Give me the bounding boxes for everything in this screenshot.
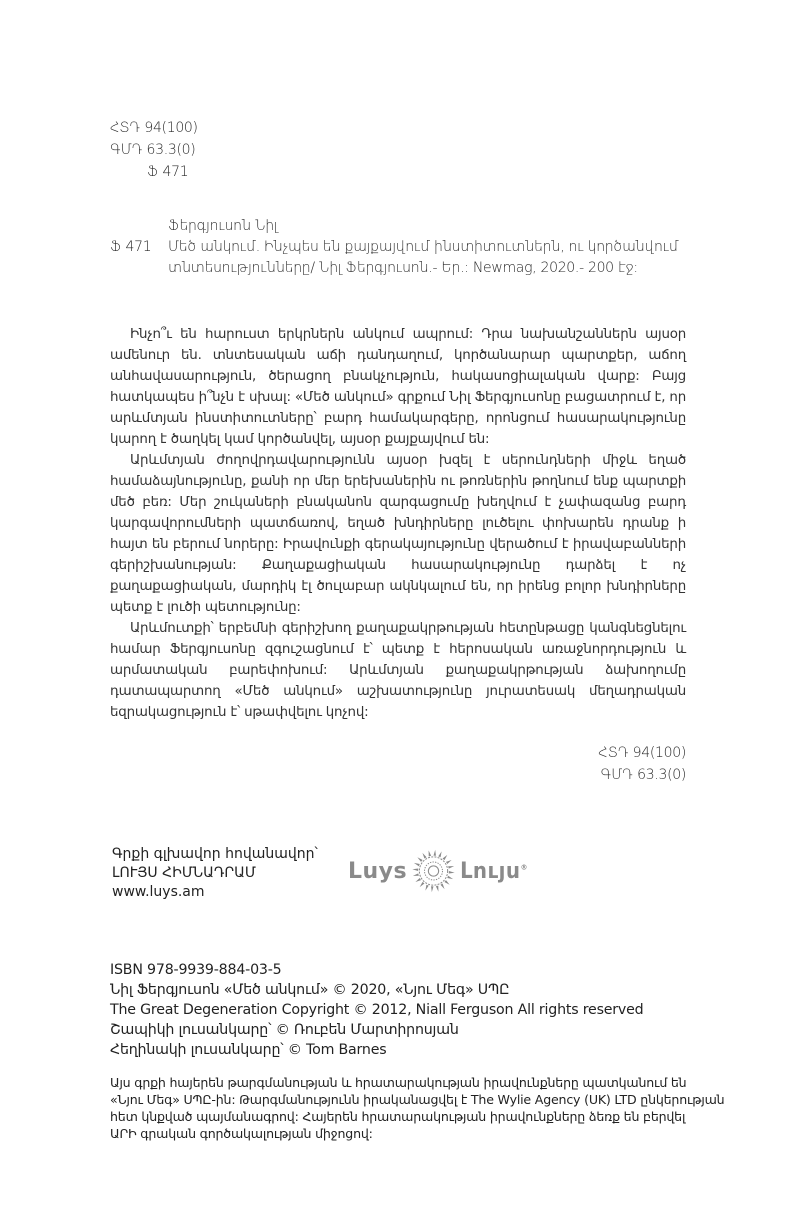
sun-ray	[447, 876, 453, 879]
logo-right-word: Լույս®	[460, 858, 528, 884]
cover-photo-credit: Շապիկի լուսանկարը՝ © Ռուբեն Մարտիրոսյան	[110, 1022, 459, 1038]
catalog-title-line: տնտեսությունները/ Նիլ Ֆերգյուսոն.- Եր.: Newmag, 2020.- 200 էջ:	[168, 260, 638, 276]
luys-logo	[348, 836, 528, 906]
sun-ray	[434, 850, 436, 856]
sun-ray	[418, 857, 423, 862]
footer-classification-codes	[598, 743, 686, 787]
author-photo-credit: Հեղինակի լուսանկարը՝ © Tom Barnes	[110, 1042, 387, 1058]
author-mark: Ֆ 471	[147, 164, 189, 180]
sun-ray	[449, 871, 455, 873]
sun-ray	[413, 873, 419, 876]
rights-notice	[110, 1074, 760, 1142]
abstract-paragraph: Ինչո՞ւ են հարուստ երկրներն անկում ապրում: Դրա նախանշաններն այսօր ամենուր են. տնտեսական աճի դանդաղում, կործանարար պարտքեր, աճող անհավասարություն, ծերացող բնակչություն, հակասոցիալական վարք: Բայց հատկապես ի՞նչն է սխալ: «Մեծ անկում» գրքում Նիլ Ֆերգյուսոնը բացատրում է, որ արևմտյան ինստիտուտները՝ բարդ համակարգերը, որոնցում հասարակությունը կարող է ծաղկել կամ կործանվել, այսօր քայքայվում են:	[110, 327, 686, 447]
sun-ray	[431, 886, 433, 892]
hsd-code: ՀՏԴ 94(100)	[110, 120, 198, 136]
rights-line: «Նյու Մեգ» ՍՊԸ-ին: Թարգմանությունն իրականացվել է The Wylie Agency (UK) LTD ընկերության	[110, 1092, 725, 1107]
catalog-mark: Ֆ 471	[110, 239, 152, 255]
isbn: ISBN 978-9939-884-03-5	[110, 962, 282, 978]
sun-ray	[448, 866, 454, 869]
copyright-block	[110, 960, 643, 1060]
rights-line: ԱՐԻ գրական գործակալության միջոցով:	[110, 1126, 373, 1141]
catalog-card	[110, 216, 710, 279]
abstract-paragraph: Արևմուտքի՝ երբեմնի գերիշխող քաղաքակրթության հետընթացը կանգնեցնելու համար Ֆերգյուսոնը զգուշացնում է՝ պետք է հերոսական առաջնորդություն և արմատական բարեփոխում: Արևմտյան քաղաքակրթության ձախողումը դատապարտող «Մեծ անկում» աշխատությունը յուրատեսակ մեղադրական եզրակացություն է՝ սթափվելու կոչով:	[110, 621, 686, 720]
rights-line: հետ կնքված պայմանագրով: Հայերեն հրատարակության իրավունքները ձեռք են բերվել	[110, 1109, 686, 1124]
sun-ray	[445, 880, 450, 885]
original-copyright: The Great Degeneration Copyright © 2012, Niall Ferguson All rights reserved	[110, 1002, 644, 1018]
armenian-edition-copyright: Նիլ Ֆերգյուսոն «Մեծ անկում» © 2020, «Նյու Մեգ» ՍՊԸ	[110, 982, 510, 998]
sun-ray	[416, 878, 422, 882]
sun-emblem-icon	[411, 836, 456, 906]
logo-left-word: Luys	[348, 858, 408, 884]
sponsor-website: www.luys.am	[112, 884, 205, 900]
sun-ray	[441, 883, 445, 889]
sun-ray	[420, 882, 425, 887]
sun-ray	[443, 855, 448, 860]
sun-ray	[446, 860, 452, 864]
sponsor-label: Գրքի գլխավոր հովանավոր՝	[112, 846, 318, 862]
catalog-title-line: Մեծ անկում. Ինչպես են քայքայվում ինստիտուտներն, ու կործանվում	[168, 239, 679, 255]
abstract-paragraph: Արևմտյան ժողովրդավարությունն այսօր խզել է սերունդների միջև եղած համաձայնությունը, քանի որ մեր երեխաներին ու թոռներին թողնում ենք պարտքի մեծ բեռ: Մեր շուկաների բնականոն զարգացումը խեղվում է չափազանց բարդ կարգավորումների պատճառով, եղած խնդիրները լուծելու փոխարեն դրանք ի հայտ են բերում նորերը: Իրավունքի գերակայությունը վերածում է իրավաբանների գերիշխանության: Քաղաքացիական հասարակությունը դարձել է ոչ քաղաքացիական, մարդիկ էլ ծուլաբար ակնկալում են, որ իրենց բոլոր խնդիրները պետք է լուծի պետությունը:	[110, 453, 686, 615]
catalog-author: Ֆերգյուսոն Նիլ	[168, 218, 278, 234]
gmd-code: ԳՄԴ 63.3(0)	[600, 767, 686, 783]
sun-ray	[436, 886, 439, 892]
sun-ray	[425, 885, 428, 891]
sun-ray	[412, 869, 418, 871]
sun-ray	[423, 853, 427, 859]
classification-codes	[110, 118, 198, 184]
sun-ray	[438, 851, 441, 857]
sun-ray	[414, 863, 420, 866]
gmd-code: ԳՄԴ 63.3(0)	[110, 142, 196, 158]
abstract	[110, 324, 686, 723]
sun-ray	[429, 850, 432, 856]
sponsor-block	[112, 845, 318, 902]
hsd-code: ՀՏԴ 94(100)	[598, 745, 686, 761]
sponsor-name: ԼՈՒՅՍ ՀԻՄՆԱԴՐԱՄ	[112, 865, 256, 881]
rights-line: Այս գրքի հայերեն թարգմանության և հրատարակության իրավունքները պատկանում են	[110, 1075, 687, 1090]
